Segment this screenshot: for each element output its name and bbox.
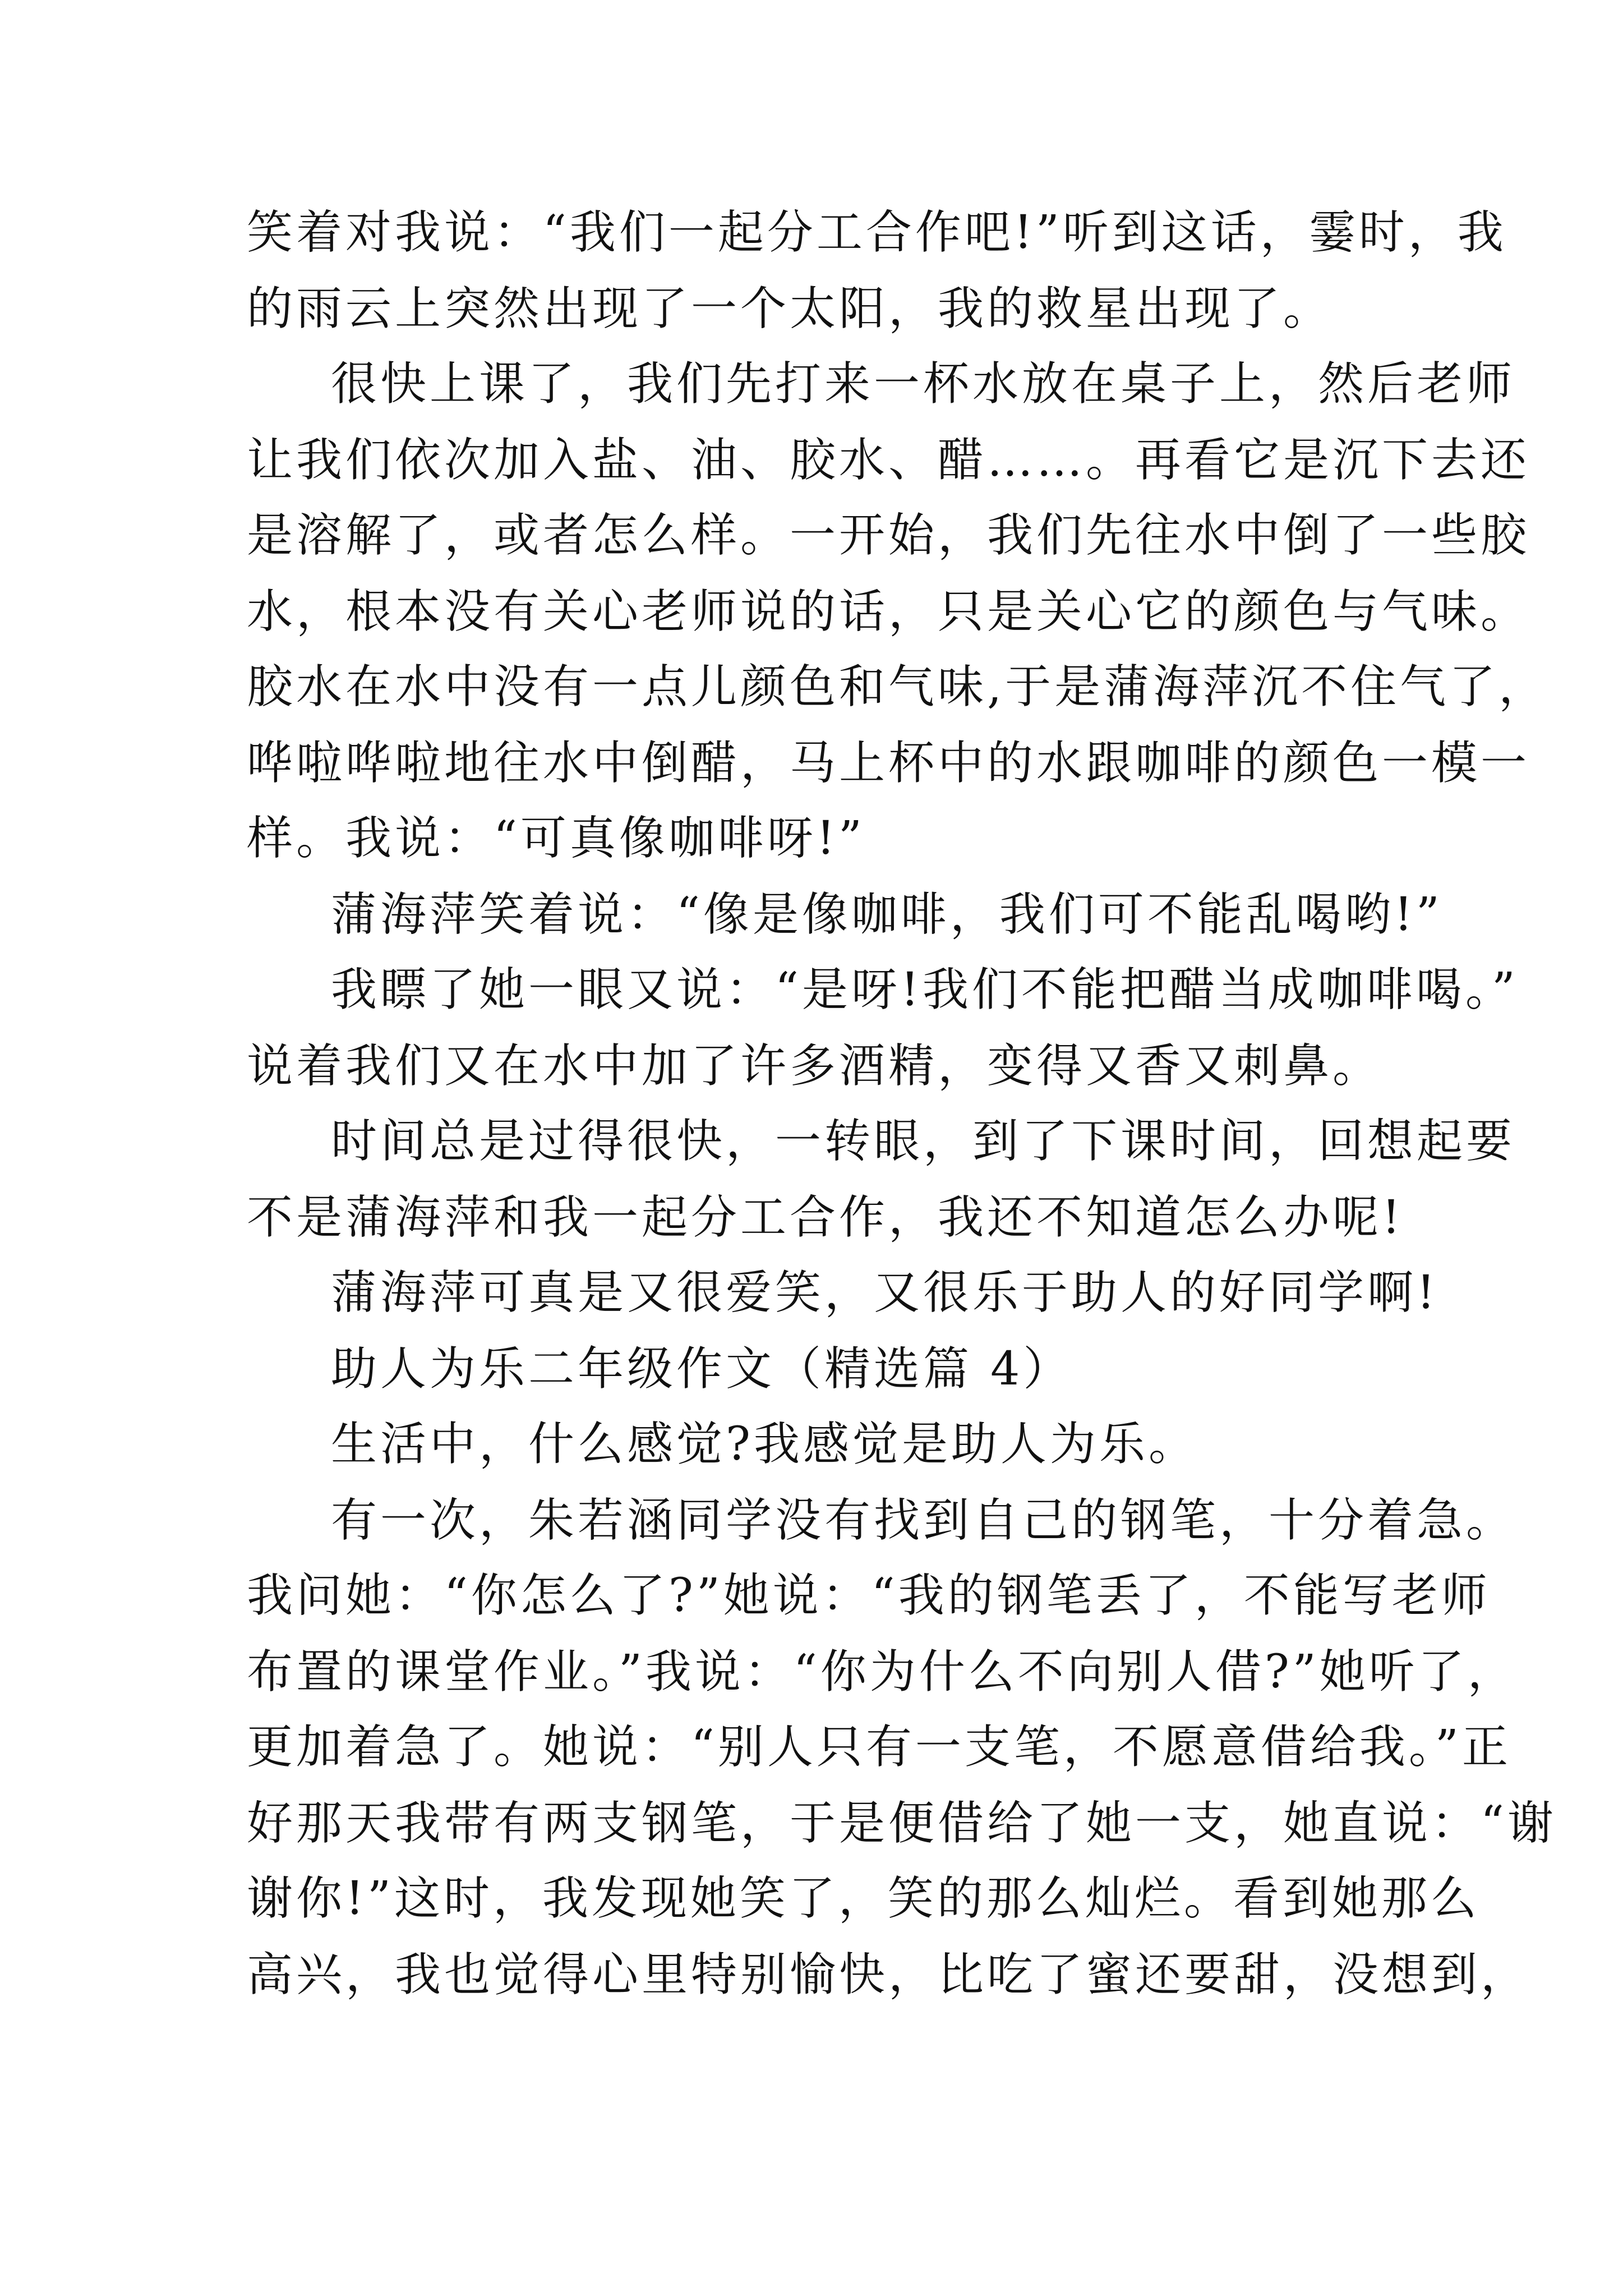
text-line-1: 笑着对我说：“我们一起分工合作吧!”听到这话，霎时，我 xyxy=(247,206,1507,259)
section-heading: 助人为乐二年级作文（精选篇 4） xyxy=(331,1342,1073,1396)
paragraph-start-line-13: 时间总是过得很快，一转眼，到了下课时间，回想起要 xyxy=(331,1115,1516,1168)
text-line-22: 好那天我带有两支钢笔，于是便借给了她一支，她直说：“谢 xyxy=(247,1797,1557,1850)
text-line-5: 是溶解了，或者怎么样。一开始，我们先往水中倒了一些胶 xyxy=(247,509,1530,562)
text-line-2: 的雨云上突然出现了一个太阳，我的救星出现了。 xyxy=(247,282,1333,335)
text-line-12: 说着我们又在水中加了许多酒精，变得又香又刺鼻。 xyxy=(247,1039,1382,1093)
text-line-14: 不是蒲海萍和我一起分工合作，我还不知道怎么办呢! xyxy=(247,1191,1404,1244)
text-line-6: 水，根本没有关心老师说的话，只是关心它的颜色与气味。 xyxy=(247,585,1530,638)
paragraph-start-line-17: 生活中，什么感觉?我感觉是助人为乐。 xyxy=(331,1418,1198,1471)
paragraph-start-line-3: 很快上课了，我们先打来一杯水放在桌子上，然后老师 xyxy=(331,357,1516,411)
text-line-23: 谢你!”这时，我发现她笑了，笑的那么灿烂。看到她那么 xyxy=(247,1872,1480,1925)
text-line-21: 更加着急了。她说：“别人只有一支笔，不愿意借给我。”正 xyxy=(247,1720,1511,1774)
text-line-19: 我问她：“你怎么了?”她说：“我的钢笔丢了，不能写老师 xyxy=(247,1569,1491,1622)
text-line-8: 哗啦哗啦地往水中倒醋，马上杯中的水跟咖啡的颜色一模一 xyxy=(247,737,1530,790)
text-line-7: 胶水在水中没有一点儿颜色和气味,于是蒲海萍沉不住气了， xyxy=(247,660,1548,714)
text-line-9: 样。我说：“可真像咖啡呀!” xyxy=(247,812,865,865)
text-line-24: 高兴，我也觉得心里特别愉快，比吃了蜜还要甜，没想到， xyxy=(247,1948,1530,2001)
text-line-4: 让我们依次加入盐、油、胶水、醋……。再看它是沉下去还 xyxy=(247,434,1530,487)
paragraph-start-line-18: 有一次，朱若涵同学没有找到自己的钢笔，十分着急。 xyxy=(331,1494,1516,1547)
paragraph-start-line-11: 我瞟了她一眼又说：“是呀!我们不能把醋当成咖啡喝。” xyxy=(331,963,1519,1016)
paragraph-start-line-10: 蒲海萍笑着说：“像是像咖啡，我们可不能乱喝哟!” xyxy=(331,888,1443,941)
paragraph-start-line-15: 蒲海萍可真是又很爱笑，又很乐于助人的好同学啊! xyxy=(331,1266,1438,1319)
text-line-20: 布置的课堂作业。”我说：“你为什么不向别人借?”她听了， xyxy=(247,1645,1517,1699)
